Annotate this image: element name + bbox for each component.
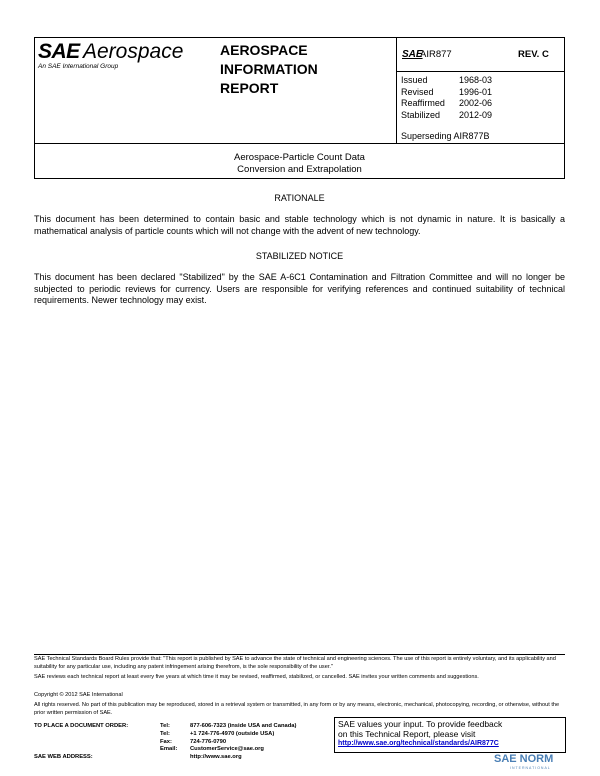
document-type [220, 41, 318, 98]
order-key: Fax: [160, 738, 172, 745]
order-key: Tel: [160, 730, 170, 737]
date-value: 1996-01 [459, 86, 493, 97]
feedback-link[interactable]: http://www.sae.org/technical/standards/AIR877C [338, 740, 499, 747]
feedback-box [334, 717, 566, 753]
footer-rights-text: All rights reserved. No part of this publication may be reproduced, stored in a retrieval system or transmitted, in any form or by any means, electronic, mechanical, photocopying, recording, or otherwise, without the prior written permission of SAE. [34, 702, 560, 716]
title-line: Aerospace-Particle Count Data [234, 152, 365, 163]
date-label: Issued [401, 75, 428, 85]
footer-review-text: SAE reviews each technical report at least every five years at which time it may be revised, reaffirmed, stabilized, or cancelled. SAE invites your written comments and suggestions. [34, 674, 479, 680]
date-row [401, 98, 492, 110]
footer-rule [34, 654, 565, 655]
logo-aerospace: Aerospace [83, 40, 184, 63]
logo-sae: SAE [38, 40, 80, 63]
document-type-line: AEROSPACE [220, 42, 308, 58]
order-row [34, 723, 296, 731]
date-row [401, 75, 492, 87]
feedback-line: SAE values your input. To provide feedback [338, 719, 503, 729]
order-label: TO PLACE A DOCUMENT ORDER: [34, 723, 129, 729]
date-row [401, 87, 492, 99]
feedback-line: on this Technical Report, please visit [338, 729, 476, 739]
logo-subtitle: An SAE International Group [38, 63, 119, 70]
rationale-heading: RATIONALE [274, 193, 325, 203]
date-row [401, 110, 492, 122]
docnum-underline [396, 71, 565, 72]
web-row [34, 754, 296, 762]
footer-rules-text: SAE Technical Standards Board Rules provide that: "This report is published by SAE to advance the state of technical and engineering sciences. The use of this report is entirely voluntary, and its applicability and suitability for any particular use, including any patent infringement arising therefrom, is the sole responsibility of the user." [34, 656, 556, 670]
date-value: 2012-09 [459, 109, 493, 120]
order-row [34, 731, 296, 739]
stabilized-heading: STABILIZED NOTICE [255, 251, 344, 261]
order-key: Email: [160, 746, 178, 753]
stabilized-text: This document has been declared "Stabilized" by the SAE A-6C1 Contamination and Filtration Committee and will no longer be subjected to periodic reviews for currency. Users are responsible for verifying references and continued suitability of technical requirements. Newer technology may exist. [34, 272, 565, 305]
order-value: 877-606-7323 (inside USA and Canada) [190, 723, 297, 729]
order-value: 724-776-0790 [190, 738, 227, 745]
document-type-line: INFORMATION [220, 61, 318, 77]
date-value: 1968-03 [459, 75, 493, 85]
web-address-link[interactable]: http://www.sae.org [190, 754, 242, 761]
order-value: CustomerService@sae.org [190, 746, 264, 753]
web-label: SAE WEB ADDRESS: [34, 754, 93, 761]
footer-copyright: Copyright © 2012 SAE International [34, 692, 123, 698]
sae-small-logo: SAE [402, 49, 423, 60]
date-label: Reaffirmed [401, 98, 445, 108]
header-divider-horizontal [34, 143, 565, 144]
revision: REV. C [518, 49, 549, 60]
order-value: +1 724-776-4970 (outside USA) [190, 730, 275, 737]
document-title [34, 152, 565, 176]
date-table [401, 75, 492, 121]
superseding: Superseding AIR877B [401, 131, 490, 141]
watermark-logo: SAE NORM [494, 753, 554, 765]
order-key: Tel: [160, 723, 170, 729]
header-divider-vertical [396, 37, 397, 144]
date-label: Revised [401, 86, 434, 97]
order-row [34, 746, 296, 754]
date-value: 2002-06 [459, 98, 493, 108]
order-info [34, 723, 296, 762]
order-row [34, 739, 296, 747]
watermark-subtitle: INTERNATIONAL [510, 766, 551, 770]
title-line: Conversion and Extrapolation [237, 164, 362, 175]
date-label: Stabilized [401, 109, 441, 120]
document-number: AIR877 [420, 49, 452, 60]
rationale-text: This document has been determined to contain basic and stable technology which is not dynamic in nature. It is basically a mathematical analysis of particle counts which will not change with the advent of new technology. [34, 214, 565, 236]
document-type-line: REPORT [220, 80, 279, 96]
